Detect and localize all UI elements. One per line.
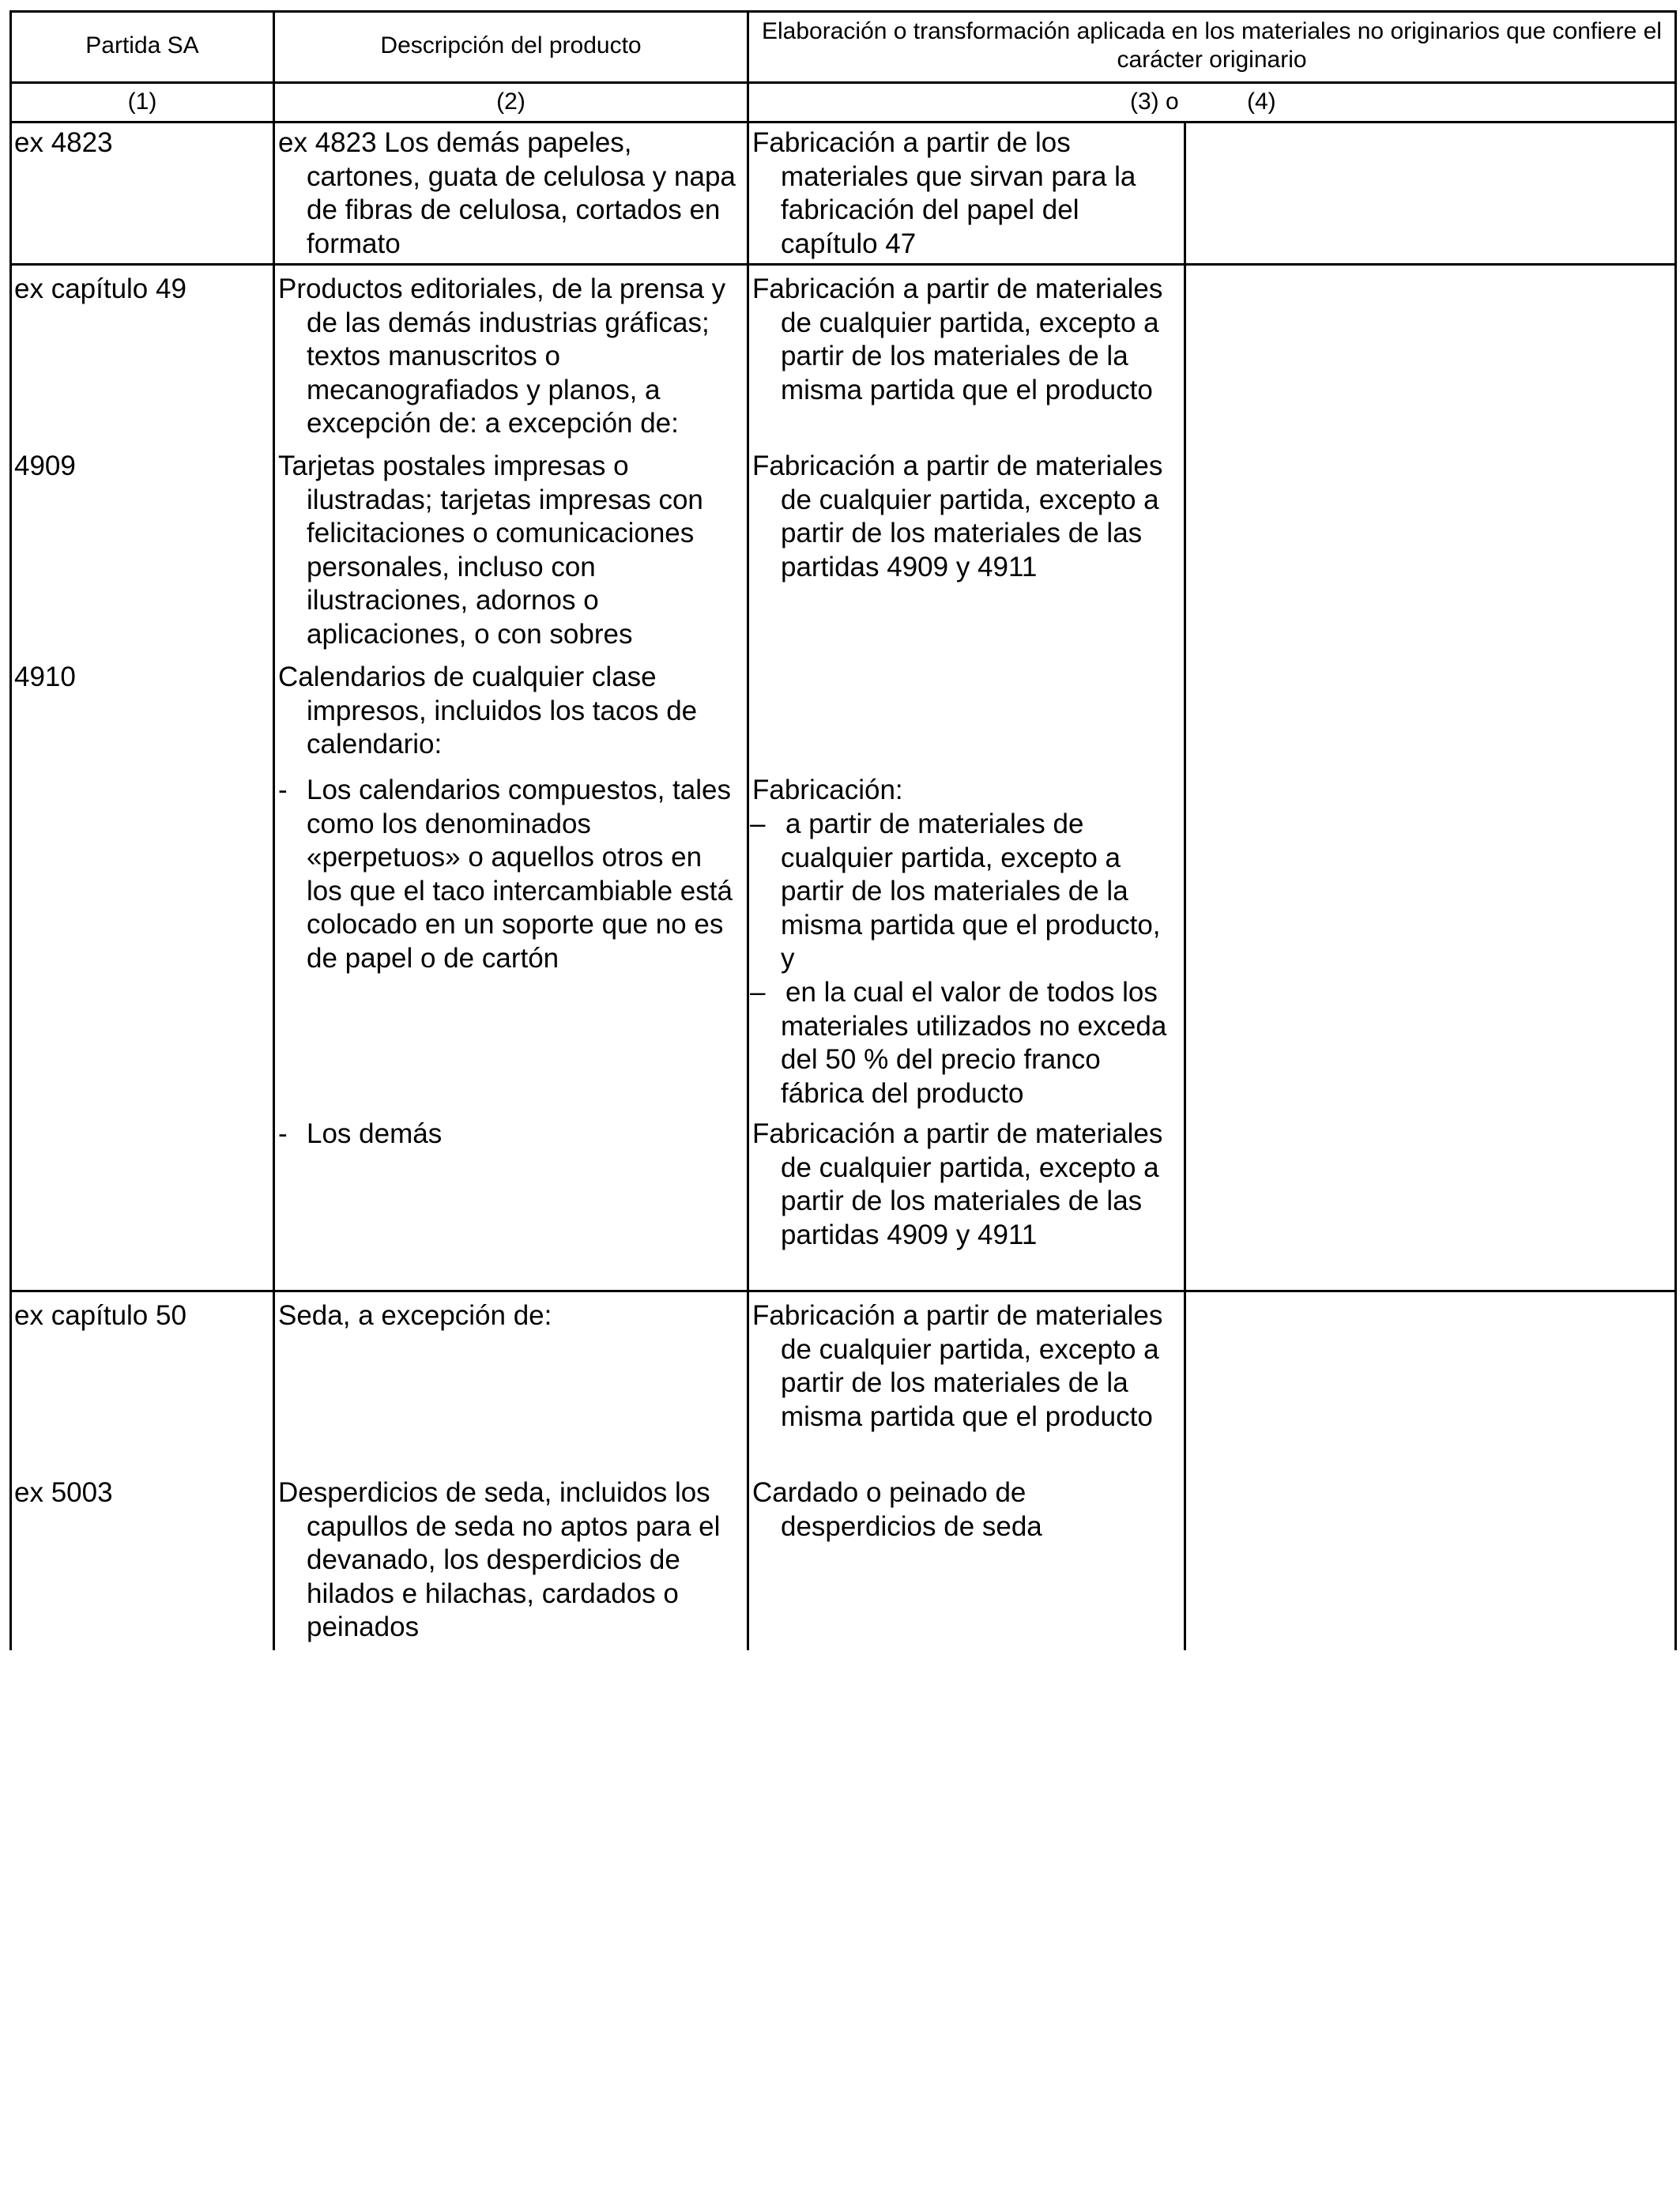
column-number-2: (2)	[496, 89, 525, 115]
sub-item-rule-heading: Fabricación:	[752, 775, 903, 805]
row-rule: Cardado o peinado de desperdicios de seda	[752, 1477, 1042, 1542]
row-description: Calendarios de cualquier clase impresos, incluidos los tacos de calendario:	[278, 662, 698, 760]
header-divider	[9, 81, 1677, 84]
rule-list-item: a partir de materiales de cualquier partida, excepto a partir de los materiales de la misma partida que el producto, y	[781, 809, 1161, 974]
row-description: Seda, a excepción de:	[278, 1300, 552, 1331]
row-description: Productos editoriales, de la prensa y de las demás industrias gráficas; textos manuscritos o mecanografiados y planos, a excepción de: a excepción de:	[278, 273, 726, 439]
column-divider	[1184, 121, 1186, 1650]
header-partida-sa: Partida SA	[85, 32, 199, 58]
rule-list-item: en la cual el valor de todos los materiales utilizados no exceda del 50 % del precio franco fábrica del producto	[781, 977, 1167, 1109]
sub-item-marker: -	[278, 775, 288, 805]
rule-list-marker: –	[750, 977, 766, 1008]
sub-item-rule: Fabricación a partir de materiales de cualquier partida, excepto a partir de los materiales de las partidas 4909 y 4911	[752, 1118, 1163, 1250]
header-descripcion: Descripción del producto	[380, 32, 642, 58]
row-description: ex 4823 Los demás papeles, cartones, guata de celulosa y napa de fibras de celulosa, cortados en formato	[278, 127, 736, 259]
row-rule: Fabricación a partir de los materiales que sirvan para la fabricación del papel del capítulo 47	[752, 127, 1136, 259]
row-rule: Fabricación a partir de materiales de cualquier partida, excepto a partir de los materiales de la misma partida que el producto	[752, 1300, 1163, 1432]
column-divider	[273, 10, 275, 1650]
column-number-1: (1)	[127, 89, 157, 115]
sub-item-description: Los demás	[307, 1118, 443, 1149]
sub-item-marker: -	[278, 1118, 288, 1149]
table-right-border	[1674, 10, 1677, 1650]
row-code: ex 4823	[14, 127, 113, 158]
row-divider	[9, 1290, 1677, 1292]
header-elaboracion: Elaboración o transformación aplicada en los materiales no originarios que confiere el carácter originario	[762, 18, 1662, 73]
row-rule: Fabricación a partir de materiales de cualquier partida, excepto a partir de los materiales de las partidas 4909 y 4911	[752, 450, 1163, 582]
row-code: 4910	[14, 662, 76, 692]
row-description: Tarjetas postales impresas o ilustradas; tarjetas impresas con felicitaciones o comunicaciones personales, incluso con ilustraciones, adornos o aplicaciones, o con sobres	[278, 450, 703, 650]
row-code: 4909	[14, 450, 76, 481]
column-number-3: (3) o	[1130, 89, 1179, 115]
table-top-border	[9, 10, 1677, 13]
rule-list-marker: –	[750, 809, 766, 839]
row-divider	[9, 263, 1677, 266]
table-left-border	[9, 10, 12, 1650]
row-rule: Fabricación a partir de materiales de cualquier partida, excepto a partir de los materiales de la misma partida que el producto	[752, 273, 1163, 405]
column-number-divider	[9, 121, 1677, 123]
sub-item-description: Los calendarios compuestos, tales como los denominados «perpetuos» o aquellos otros en los que el taco intercambiable está colocado en un soporte que no es de papel o de cartón	[307, 775, 733, 974]
row-code: ex 5003	[14, 1477, 113, 1508]
row-code: ex capítulo 49	[14, 273, 186, 304]
row-description: Desperdicios de seda, incluidos los capullos de seda no aptos para el devanado, los desperdicios de hilados e hilachas, cardados o peinados	[278, 1477, 721, 1642]
column-number-4: (4)	[1247, 89, 1276, 115]
row-code: ex capítulo 50	[14, 1300, 186, 1331]
